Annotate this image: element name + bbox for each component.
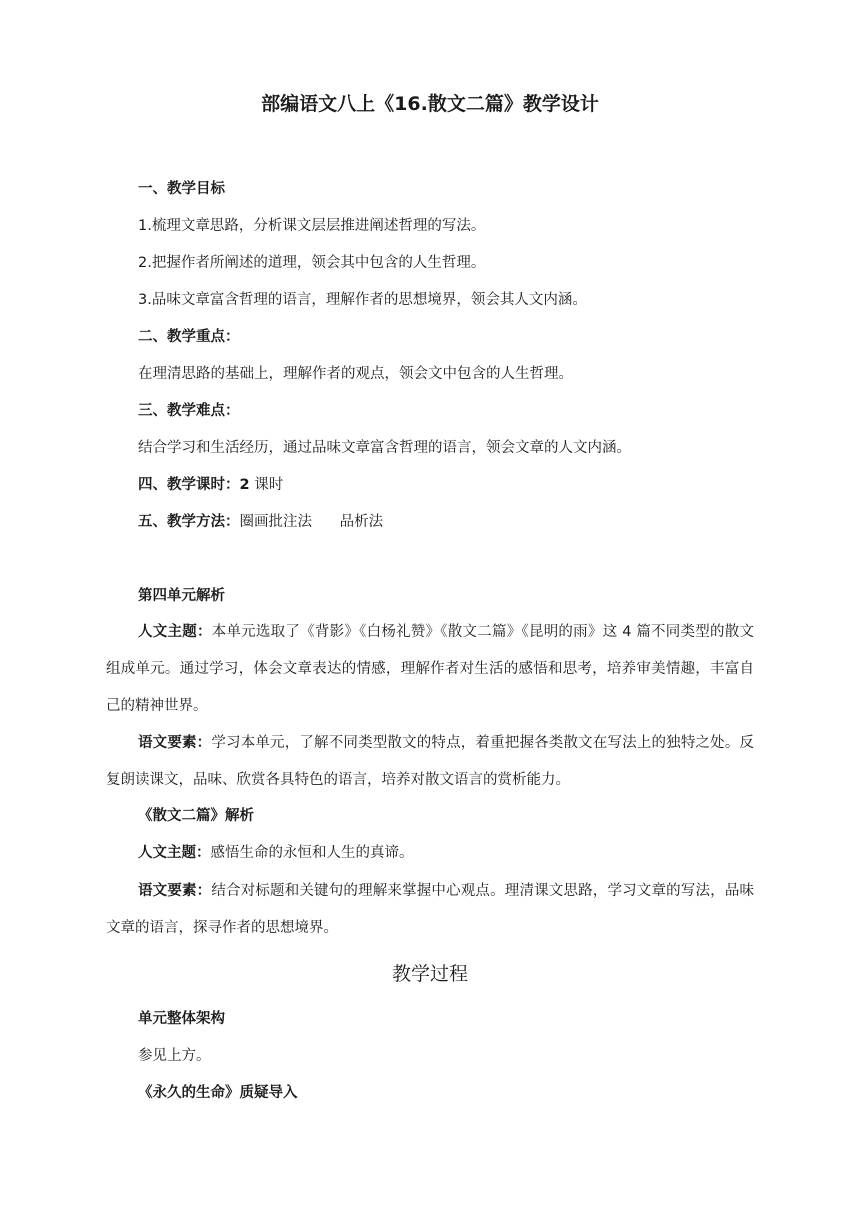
lesson-hours-label: 四、教学课时： (138, 477, 240, 493)
unit-theme-label: 人文主题： (138, 624, 212, 640)
unit-elements-text: 学习本单元，了解不同类型散文的特点，着重把握各类散文在写法上的独特之处。反复朗读课文，品味、欣赏各具特色的语言，培养对散文语言的赏析能力。 (106, 735, 755, 788)
lesson-analysis-heading: 《散文二篇》解析 (138, 808, 254, 824)
lesson-elements-text: 结合对标题和关键句的理解来掌握中心观点。理清课文思路，学习文章的写法，品味文章的语言，探寻作者的思想境界。 (106, 883, 755, 936)
unit-theme-paragraph (106, 614, 754, 725)
teaching-methods-label: 五、教学方法： (138, 514, 240, 530)
lesson-hours (138, 474, 283, 496)
objective-item: 3.品味文章富含哲理的语言，理解作者的思想境界，领会其人文内涵。 (138, 292, 587, 308)
lesson-elements-label: 语文要素： (138, 883, 212, 899)
lesson-hours-value: 2 (239, 477, 250, 493)
objective-item: 2.把握作者所阐述的道理，领会其中包含的人生哲理。 (138, 255, 486, 271)
key-points-heading: 二、教学重点： (138, 329, 240, 345)
unit-structure-text: 参见上方。 (138, 1048, 211, 1064)
teaching-methods-text: 圈画批注法 品析法 (239, 514, 384, 530)
objective-item: 1.梳理文章思路，分析课文层层推进阐述哲理的写法。 (138, 218, 486, 234)
intro-heading: 《永久的生命》质疑导入 (138, 1085, 298, 1101)
teaching-methods (138, 511, 383, 533)
unit-theme-text: 本单元选取了《背影》《白杨礼赞》《散文二篇》《昆明的雨》这 4 篇不同类型的散文组成单元。通过学习，体会文章表达的情感，理解作者对生活的感悟和思考，培养审美情趣，丰富自己的精神世界。 (106, 624, 754, 714)
document-title: 部编语文八上《16.散文二篇》教学设计 (261, 93, 599, 115)
unit-analysis-heading: 第四单元解析 (138, 588, 225, 604)
difficulties-text: 结合学习和生活经历，通过品味文章富含哲理的语言，领会文章的人文内涵。 (138, 440, 631, 456)
key-points-text: 在理清思路的基础上，理解作者的观点，领会文中包含的人生哲理。 (138, 366, 573, 382)
difficulties-heading: 三、教学难点： (138, 403, 240, 419)
unit-structure-heading: 单元整体架构 (138, 1011, 225, 1027)
lesson-theme-text: 感悟生命的永恒和人生的真谛。 (210, 845, 414, 861)
lesson-theme (138, 842, 414, 864)
unit-elements-paragraph (106, 725, 754, 799)
objectives-heading: 一、教学目标 (138, 181, 225, 197)
lesson-theme-label: 人文主题： (138, 845, 211, 861)
teaching-process-heading: 教学过程 (391, 963, 468, 985)
unit-elements-label: 语文要素： (138, 735, 212, 751)
lesson-hours-unit: 课时 (249, 477, 284, 493)
lesson-elements-paragraph (106, 873, 754, 947)
